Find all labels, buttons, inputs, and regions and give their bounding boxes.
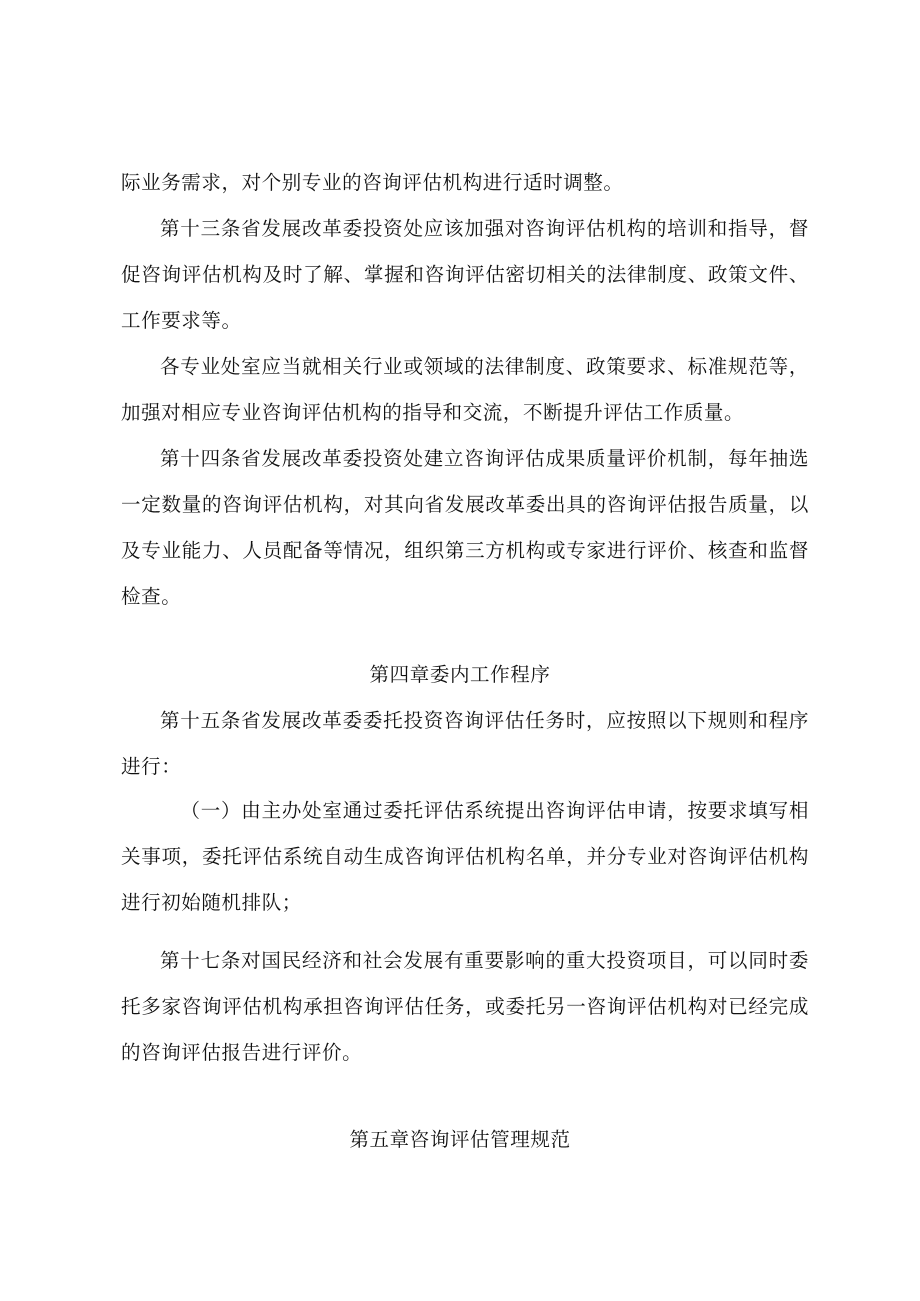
paragraph-offices [121, 344, 809, 436]
paragraph-text: 第十五条省发展改革委委托投资咨询评估任务时，应按照以下规则和程序进行： [121, 709, 809, 778]
paragraph-item-1 [121, 788, 809, 926]
paragraph-text: 际业务需求，对个别专业的咨询评估机构进行适时调整。 [121, 171, 624, 194]
paragraph-continuation [121, 160, 809, 206]
chapter-4-heading: 第四章委内工作程序 [369, 663, 551, 686]
paragraph-text: 第十四条省发展改革委投资处建立咨询评估成果质量评价机制，每年抽选一定数量的咨询评估机构，对其向省发展改革委出具的咨询评估报告质量，以及专业能力、人员配备等情况，组织第三方机构或专家进行评价、核查和监督检查。 [121, 447, 809, 608]
paragraph-article-17 [121, 938, 809, 1076]
paragraph-text: 第十三条省发展改革委投资处应该加强对咨询评估机构的培训和指导，督促咨询评估机构及时了解、掌握和咨询评估密切相关的法律制度、政策文件、工作要求等。 [121, 217, 809, 332]
paragraph-article-13 [121, 206, 809, 344]
paragraph-text: 各专业处室应当就相关行业或领域的法律制度、政策要求、标准规范等，加强对相应专业咨询评估机构的指导和交流，不断提升评估工作质量。 [121, 355, 809, 424]
paragraph-article-15 [121, 698, 809, 790]
paragraph-article-14 [121, 436, 809, 620]
chapter-5-heading: 第五章咨询评估管理规范 [349, 1128, 571, 1151]
paragraph-text: 第十七条对国民经济和社会发展有重要影响的重大投资项目，可以同时委托多家咨询评估机构承担咨询评估任务，或委托另一咨询评估机构对已经完成的咨询评估报告进行评价。 [121, 949, 809, 1064]
paragraph-text: （一）由主办处室通过委托评估系统提出咨询评估申请，按要求填写相关事项，委托评估系统自动生成咨询评估机构名单，并分专业对咨询评估机构进行初始随机排队； [121, 799, 809, 914]
